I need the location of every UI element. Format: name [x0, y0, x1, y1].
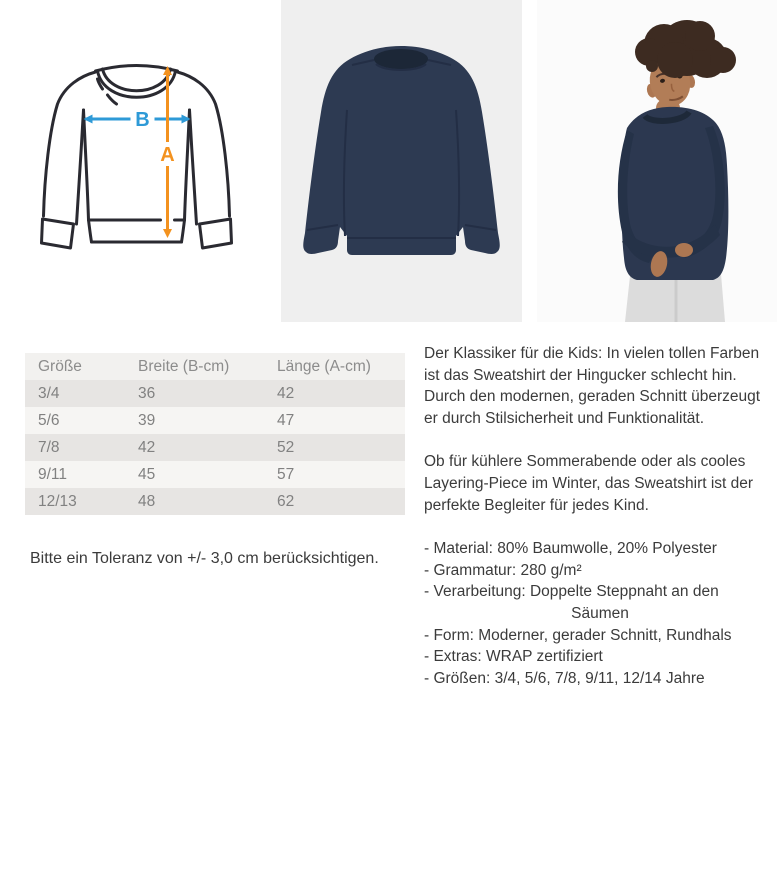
description-details: [424, 538, 776, 689]
boy-wearing-sweatshirt-image: [537, 0, 777, 322]
description-paragraph-1: Der Klassiker für die Kids: In vielen tollen Farben ist das Sweatshirt der Hingucker schlecht hin. Durch den modernen, geraden Schnitt überzeugt er durch Stilsicherheit und Funktionalität.: [424, 345, 761, 427]
flat-collar: [374, 49, 428, 69]
hand-resting: [675, 243, 693, 257]
table-row: 5/6 39 47: [25, 407, 405, 434]
product-photo-flat: [281, 0, 522, 322]
table-row: 3/4 36 42: [25, 380, 405, 407]
description-paragraph-2: Ob für kühlere Sommerabende oder als cooles Layering-Piece im Winter, das Sweatshirt ist der perfekte Begleiter für jedes Kind.: [424, 453, 754, 514]
description-detail-line: - Grammatur: 280 g/m²: [424, 561, 582, 579]
length-label: A: [160, 144, 175, 166]
description-detail-line: - Verarbeitung: Doppelte Steppnaht an den: [424, 583, 719, 601]
description-detail-line: Säumen: [571, 604, 629, 622]
description-detail-line: - Form: Moderner, gerader Schnitt, Rundhals: [424, 626, 732, 644]
flat-sweatshirt-image: [281, 0, 522, 322]
flat-sweatshirt-body: [303, 46, 500, 255]
size-table-header-groesse: Größe: [38, 357, 82, 375]
model-photo: [537, 0, 777, 322]
size-table-header-breite: Breite (B-cm): [138, 357, 230, 375]
size-measurement-diagram: [38, 58, 248, 258]
size-table-header-row: [25, 353, 405, 380]
table-row: 9/11 45 57: [25, 461, 405, 488]
size-table-header-laenge: Länge (A-cm): [277, 357, 371, 375]
description-detail-line: - Extras: WRAP zertifiziert: [424, 648, 603, 666]
sweatshirt-outline-drawing: [38, 58, 248, 258]
table-row: 7/8 42 52: [25, 434, 405, 461]
table-row: 12/13 48 62: [25, 488, 405, 515]
size-table: [25, 353, 405, 515]
description-detail-line: - Größen: 3/4, 5/6, 7/8, 9/11, 12/14 Jahre: [424, 669, 705, 687]
product-description: [424, 343, 776, 689]
tolerance-note: Bitte ein Toleranz von +/- 3,0 cm berücksichtigen.: [30, 550, 379, 567]
description-detail-line: - Material: 80% Baumwolle, 20% Polyester: [424, 540, 717, 558]
length-arrowhead-bottom: [163, 229, 172, 238]
garment-outline: [42, 66, 232, 249]
width-label: B: [135, 109, 150, 131]
